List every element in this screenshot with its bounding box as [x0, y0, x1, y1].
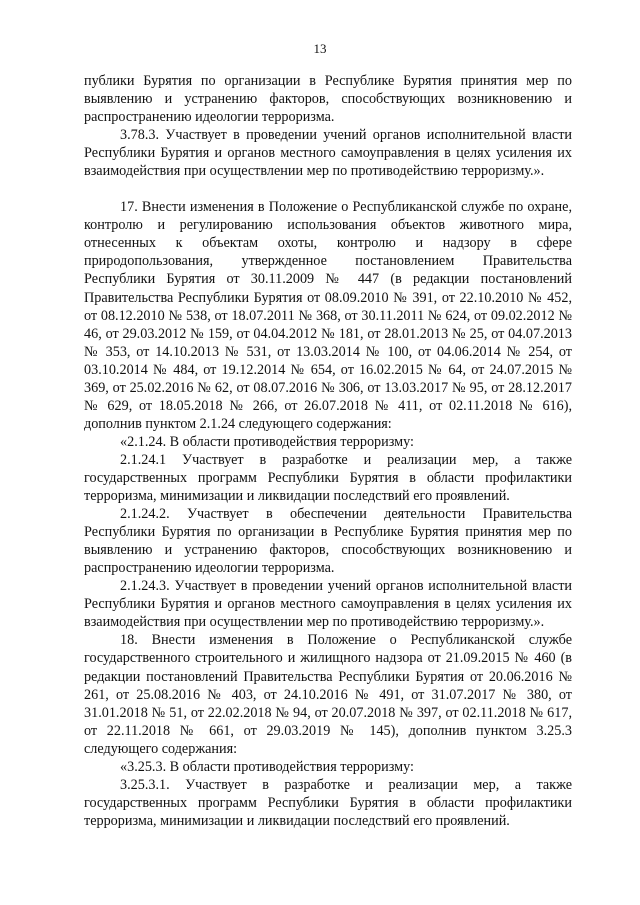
paragraph-item-17: 17. Внести изменения в Положение о Республиканской службе по охране, контролю и регулированию использования объектов животного мира, отнесенных к объектам охоты, контролю и надзору в сфере природопользования, утвержденное постановлением Правительства Республики Бурятия от 30.11.2009 № 447 (в редакции постановлений Правительства Республики Бурятия от 08.09.2010 № 391, от 22.10.2010 № 452, от 08.12.2010 № 538, от 18.07.2011 № 368, от 30.11.2011 № 624, от 09.02.2012 № 46, от 29.03.2012 № 159, от 04.04.2012 № 181, от 28.01.2013 № 25, от 04.07.2013 № 353, от 14.10.2013 № 531, от 13.03.2014 № 100, от 04.06.2014 № 254, от 03.10.2014 № 484, от 19.12.2014 № 654, от 16.02.2015 № 64, от 24.07.2015 № 369, от 25.02.2016 № 62, от 08.07.2016 № 306, от 13.03.2017 № 95, от 28.12.2017 № 629, от 18.05.2018 № 266, от 26.07.2018 № 411, от 02.11.2018 № 616), дополнив пунктом 2.1.24 следующего содержания:	[84, 199, 572, 432]
page-number: 13	[313, 41, 327, 56]
paragraph-2-1-24-1: 2.1.24.1 Участвует в разработке и реализации мер, а также государственных программ Республики Бурятия в области профилактики терроризма, минимизации и ликвидации последствий его проявлений.	[84, 451, 572, 505]
document-body	[84, 72, 572, 830]
paragraph-item-18: 18. Внести изменения в Положение о Республиканской службе государственного строительного и жилищного надзора от 21.09.2015 № 460 (в редакции постановлений Правительства Республики Бурятия от 20.06.2016 № 261, от 25.08.2016 № 403, от 24.10.2016 № 491, от 31.07.2017 № 380, от 31.01.2018 № 51, от 22.02.2018 № 94, от 20.07.2018 № 397, от 02.11.2018 № 617, от 22.11.2018 № 661, от 29.03.2019 № 145), дополнив пунктом 3.25.3 следующего содержания:	[84, 632, 572, 757]
paragraph-3-78-3: 3.78.3. Участвует в проведении учений органов исполнительной власти Республики Бурятия и органов местного самоуправления в целях усиления их взаимодействия при осуществлении мер по противодействию терроризму.».	[84, 127, 572, 180]
paragraph-3-25-3: «3.25.3. В области противодействия терроризму:	[120, 758, 414, 775]
paragraph-continuation: публики Бурятия по организации в Республике Бурятия принятия мер по выявлению и устранению факторов, способствующих возникновению и распространению идеологии терроризма.	[84, 73, 572, 126]
paragraph-2-1-24: «2.1.24. В области противодействия терроризму:	[120, 433, 414, 450]
paragraph-3-25-3-1: 3.25.3.1. Участвует в разработке и реализации мер, а также государственных программ Республики Бурятия в области профилактики терроризма, минимизации и ликвидации последствий его проявлений.	[84, 776, 572, 829]
paragraph-2-1-24-2: 2.1.24.2. Участвует в обеспечении деятельности Правительства Республики Бурятия по организации в Республике Бурятия принятия мер по выявлению и устранению факторов, способствующих возникновению и распространению идеологии терроризма.	[84, 506, 572, 577]
paragraph-2-1-24-3: 2.1.24.3. Участвует в проведении учений органов исполнительной власти Республики Бурятия и органов местного самоуправления в целях усиления их взаимодействия при осуществлении мер по противодействию терроризму.».	[84, 578, 572, 631]
